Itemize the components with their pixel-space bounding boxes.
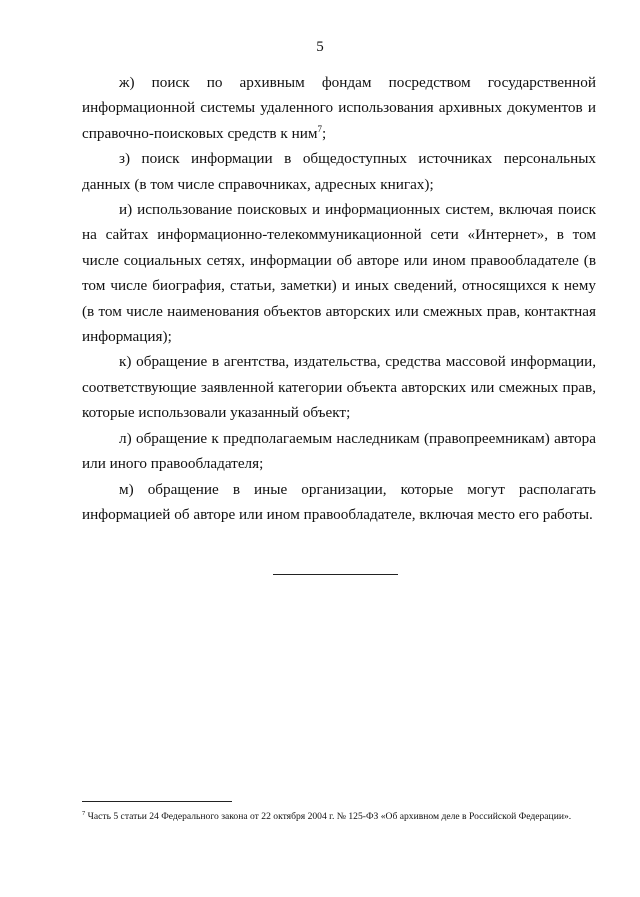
paragraph-k: к) обращение в агентства, издательства, средства массовой информации, соответствующие заявленной категории объекта авторских или смежных прав, которые использовали указанный объект; bbox=[82, 353, 596, 422]
section-end-divider bbox=[273, 574, 398, 575]
paragraph-z: з) поиск информации в общедоступных источниках персональных данных (в том числе справочниках, адресных книгах); bbox=[82, 150, 596, 193]
paragraph-zh bbox=[82, 70, 596, 146]
footnote-divider bbox=[82, 801, 232, 802]
paragraph-tail: ; bbox=[321, 124, 327, 142]
footnote-reference[interactable]: 7 bbox=[317, 123, 322, 134]
footnote-marker: 7 bbox=[82, 809, 86, 817]
footnote-text: Часть 5 статьи 24 Федерального закона от 22 октября 2004 г. № 125-ФЗ «Об архивном деле в Российской Федерации». bbox=[85, 811, 572, 822]
paragraph-m: м) обращение в иные организации, которые могут располагать информацией об авторе или ином правообладателе, включая место его работы. bbox=[82, 480, 596, 523]
paragraph-i: и) использование поисковых и информационных систем, включая поиск на сайтах информационно-телекоммуникационной сети «Интернет», в том числе социальных сетях, информации об авторе или ином правообладателе (в том числе биография, статьи, заметки) и иных сведений, относящихся к нему (в том числе наименования объектов авторских или смежных прав, контактная информация); bbox=[82, 201, 596, 346]
document-body bbox=[82, 70, 596, 527]
paragraph-text: ж) поиск по архивным фондам посредством государственной информационной системы удаленного использования архивных документов и справочно-поисковых средств к ним bbox=[82, 74, 596, 142]
page-number: 5 bbox=[316, 39, 324, 55]
paragraph-l: л) обращение к предполагаемым наследникам (правопреемникам) автора или иного правообладателя; bbox=[82, 429, 596, 473]
footnote bbox=[82, 810, 596, 824]
